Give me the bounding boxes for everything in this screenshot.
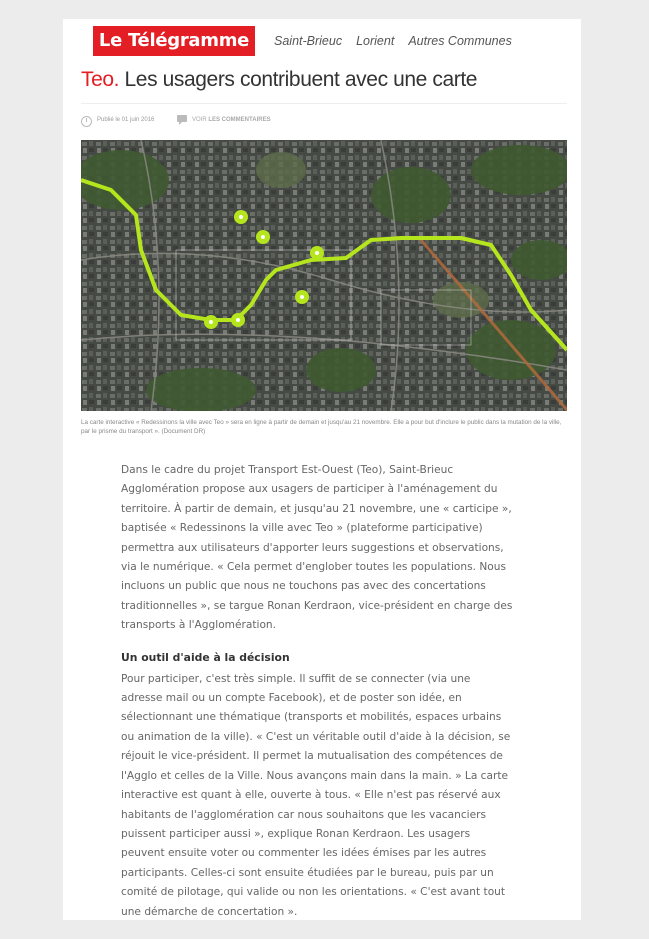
comments-link-label: LES COMMENTAIRES (208, 117, 271, 123)
city-nav (274, 34, 512, 48)
comments-link[interactable] (192, 117, 271, 123)
article-photo-map (81, 140, 567, 411)
site-logo[interactable]: Le Télégramme (93, 26, 255, 56)
article-body (121, 461, 513, 935)
nav-link-saint-brieuc[interactable]: Saint-Brieuc (274, 34, 343, 48)
article-title (81, 68, 477, 92)
article-paragraph: Dans le cadre du projet Transport Est-Ouest (Teo), Saint-Brieuc Agglomération propose aux usagers de participer à l'aménagement du territoire. À partir de demain, et jusqu'au 21 novembre, une « carticipe », baptisée « Redessinons la ville avec Teo » (plateforme participative) permettra aux utilisateurs d'apporter leurs suggestions et observations, via le numérique. « Cela permet d'englober toutes les populations. Nous incluons un public que nous ne touchons pas avec des concertations traditionnelles », se targue Ronan Kerdraon, vice-président en charge des transports à l'Agglomération. (121, 464, 513, 632)
site-header (93, 26, 563, 56)
comment-icon[interactable] (177, 115, 187, 122)
clock-icon (81, 116, 92, 127)
aerial-map-image (81, 140, 567, 411)
nav-link-lorient[interactable]: Lorient (356, 34, 395, 48)
article-kicker: Teo. (81, 68, 120, 91)
nav-link-autres-communes[interactable]: Autres Communes (408, 34, 512, 48)
article-page (63, 19, 581, 920)
publish-date: Publié le 01 juin 2016 (97, 117, 155, 123)
article-subheading: Un outil d'aide à la décision (121, 650, 290, 664)
article-headline: Les usagers contribuent avec une carte (124, 68, 478, 91)
title-divider (81, 103, 567, 104)
article-paragraph: Pour participer, c'est très simple. Il suffit de se connecter (via une adresse mail ou un compte Facebook), et de poster son idée, en sélectionnant une thématique (transports et mobilités, espaces urbains ou animation de la ville). « C'est un véritable outil d'aide à la décision, se réjouit le vice-président. Il permet la mutualisation des compétences de l'Agglo et celles de la Ville. Nous avançons main dans la main. » La carte interactive est quant à elle, ouverte à tous. « Elle n'est pas réservé aux habitants de l'agglomération car nous souhaitons que les vacanciers puissent participer aussi », explique Ronan Kerdraon. Les usagers peuvent ensuite voter ou commenter les idées émises par les autres participants. Celles-ci sont ensuite étudiées par le bureau, puis par un comité de pilotage, qui valide ou non les orientations. « C'est avant tout une démarche de concertation ». (121, 672, 511, 918)
comments-link-prefix: VOIR (192, 117, 207, 123)
photo-caption: La carte interactive « Redessinons la ville avec Teo » sera en ligne à partir de demain et jusqu'au 21 novembre. Elle a pour but d'inclure le public dans la mutation de la ville, par le prisme du transport ». (Document DR) (81, 419, 562, 435)
